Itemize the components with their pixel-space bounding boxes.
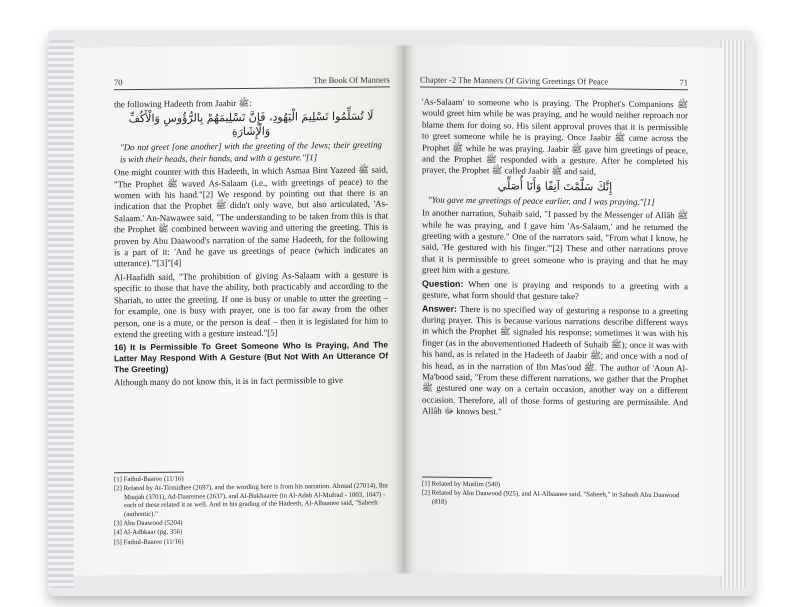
arabic-hadeeth: إِنَّكَ سَلَّمْتَ آنِفًا وَأَنَا أُصَلِّي bbox=[497, 179, 613, 194]
left-page-body bbox=[114, 96, 388, 391]
right-page bbox=[404, 44, 722, 575]
right-running-head: Chapter -2 The Manners Of Giving Greetings Of Peace bbox=[420, 74, 609, 87]
right-footnotes bbox=[422, 477, 688, 511]
left-running-head: The Book Of Manners bbox=[313, 74, 390, 86]
left-footnotes bbox=[114, 469, 388, 548]
footnote: [2] Related by At-Tirmidhee (2697), and the wording here is from his narration. Ahmad (27014), Ibn Maajah (3701), Ad-Daaremee (2637), and Al-Bukhaaree (in Al-Adab Al-Mufrad - 1003, 1047) - each of these related it as well. And in his grading of the Hadeeth, Al-Albaanee said, "Saheeh (authentic)." bbox=[114, 482, 388, 518]
page-edges-right bbox=[720, 40, 746, 588]
question-label: Question: bbox=[422, 278, 464, 289]
footnote: [1] Fathul-Baaree (11/16) bbox=[114, 475, 184, 484]
footnote-rule bbox=[114, 472, 184, 474]
footnote: [2] Related by Abu Daawood (925), and Al-Albaanee said, "Saheeh," in Saheeh Abu Daawood (818) bbox=[422, 489, 680, 506]
left-page-header bbox=[114, 74, 390, 90]
left-page bbox=[74, 44, 404, 575]
paragraph: In another narration, Suhaib said, "I passed by the Messenger of Allâh ﷺ while he was praying, and I gave him 'As-Salaam,' and he returned the greeting with a gesture." One of the narrators said, "From what I know, he said, 'He gestured with his finger.'"[2] These and other narrations prove that it is permissible to greet someone who is praying and that he may greet him with a gesture. bbox=[422, 207, 688, 276]
question-text: When one is praying and responds to a greeting with a gesture, what form should that gesture take? bbox=[422, 278, 688, 302]
paragraph: 'As-Salaam' to someone who is praying. The Prophet's Companions ﷺ would greet him while he was praying, and he would neither reproach nor blame them for doing so. His silent approval proves that it is permissible to greet someone while he is praying. Once Jaabir ﷺ came across the Prophet ﷺ while he was praying. Jaabir ﷺ gave him greetings of peace, and the Prophet ﷺ responded with a gesture. After he completed his prayer, the Prophet ﷺ called Jaabir ﷺ and said, bbox=[422, 96, 689, 177]
right-page-header bbox=[420, 75, 688, 91]
paragraph: One might counter with this Hadeeth, in which Asmaa Bint Yazeed ﷺ said, "The Prophet ﷺ waved As-Salaam (i.e., with greetings of peace) to the women with his hand."[2] We respond by pointing out that there is an indication that the Prophet ﷺ didn't only wave, but also articulated, 'As-Salaam.' An-Nawawee said, "The understanding to be taken from this is that the Prophet ﷺ combined between waving and uttering the greeting. This is proven by Abu Daawood's narration of the same Hadeeth, for the following is a part of it: 'And he gave us greetings of peace (which indicates an utterance).'"[3]"[4] bbox=[114, 164, 389, 269]
section-heading: 16) It Is Permissible To Greet Someone Who Is Praying, And The Latter May Respond With A Gesture (But Not With An Utterance Of The Greeting) bbox=[114, 339, 388, 375]
arabic-hadeeth: لَا تُسَلِّمُوا تَسْلِيمَ الْيَهُودِ، فَإِنَّ تَسْلِيمَهُمْ بِالرُّؤُوسِ وَالْأَكُفِّ وَالْإِشَارَةِ bbox=[128, 109, 374, 139]
hadeeth-translation: "Do not greet [one another] with the greeting of the Jews; their greeting is with their heads, their hands, and with a gesture."[1] bbox=[120, 139, 382, 165]
paragraph: Although many do not know this, it is in fact permissible to give bbox=[114, 375, 344, 388]
answer-label: Answer: bbox=[422, 303, 458, 314]
book-gutter bbox=[396, 46, 412, 574]
footnote: [4] Al-Adhkaar (pg. 356) bbox=[114, 529, 183, 537]
paragraph: Al-Haafidh said, "The prohibition of giving As-Salaam with a gesture is specific to those that have the ability, both practicably and according to the Shariah, to utter the greeting. If one is busy or unable to utter the greeting – for example, one is busy with prayer, one is too far away from the other person, one is a mute, or the person is deaf – then it is legislated for him to extend the greeting with a gesture instead."[5] bbox=[114, 269, 388, 340]
page-edges-left bbox=[48, 40, 74, 588]
answer-text: There is no specified way of gesturing a response to a greeting during prayer. This is because various narrations describe different ways in which the Prophet ﷺ signaled his response; sometimes it was with his finger (as in the abovementioned Hadeeth of Suhaib ﷺ); once it was with his hand, as is related in the Hadeeth of Jaabir ﷺ; and once with a nod of his head, as in the narration of Ibn Mas'ood ﷺ. The author of 'Aoun Al-Ma'bood said, "From these different narrations, we gather that the Prophet ﷺ gestured one way on a certain occasion, another way on a different occasion. Therefore, all of those forms of gesturing are permissible. And Allâh ﷻ knows best." bbox=[422, 303, 689, 417]
question-paragraph bbox=[422, 278, 688, 304]
footnote: [1] Related by Muslim (540) bbox=[422, 480, 501, 489]
right-page-number: 71 bbox=[679, 77, 688, 88]
answer-paragraph bbox=[422, 303, 688, 420]
left-page-number: 70 bbox=[114, 77, 123, 88]
footnote: [3] Abu Daawood (5204) bbox=[114, 519, 183, 528]
right-page-body bbox=[422, 97, 688, 422]
footnote-rule bbox=[422, 477, 492, 479]
footnote: [5] Fathul-Baaree (11/16) bbox=[114, 538, 184, 547]
hadeeth-translation: "You gave me greetings of peace earlier, and I was praying."[1] bbox=[428, 194, 655, 207]
paragraph: the following Hadeeth from Jaabir ﷺ: bbox=[114, 97, 252, 110]
